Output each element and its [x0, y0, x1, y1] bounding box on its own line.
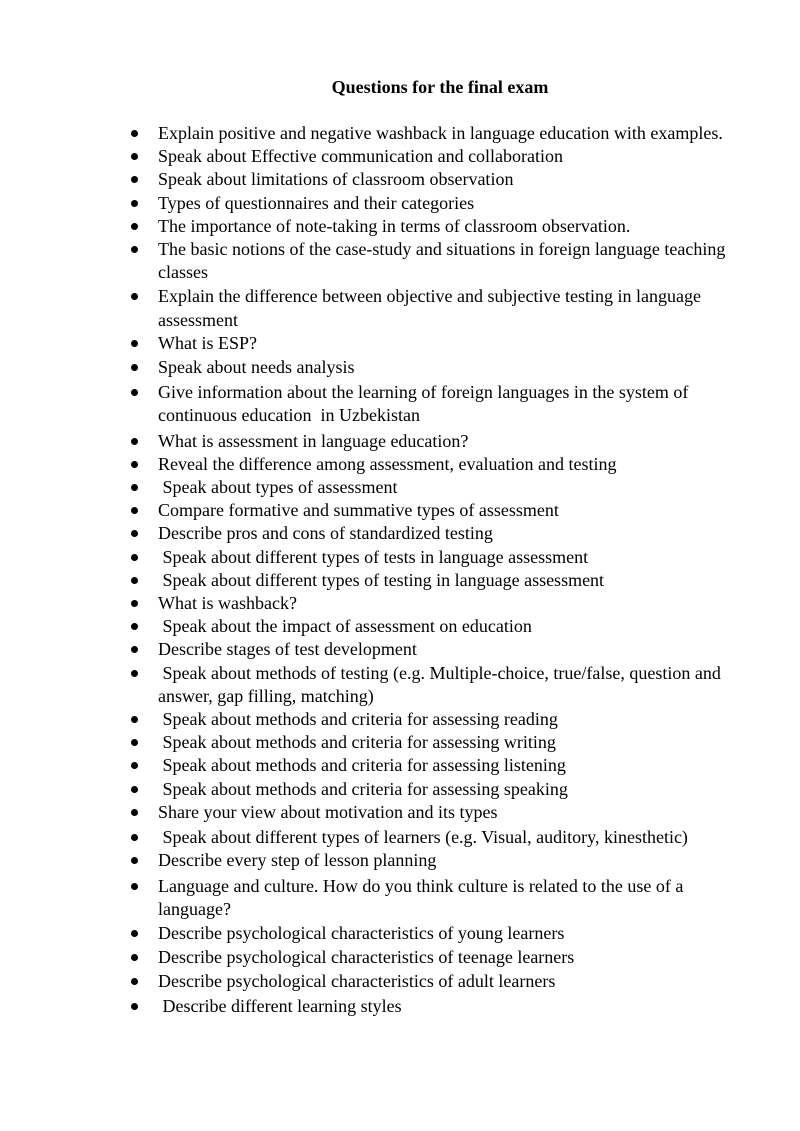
list-item: [0, 215, 800, 238]
question-text: Describe every step of lesson planning: [158, 850, 437, 871]
bullet-icon: [131, 389, 138, 396]
bullet-icon: [131, 340, 138, 347]
list-item: [0, 922, 800, 945]
bullet-icon: [131, 857, 138, 864]
list-item: [0, 662, 800, 708]
bullet-icon: [131, 130, 138, 137]
list-item: [0, 122, 800, 145]
bullet-icon: [131, 809, 138, 816]
question-text: Describe psychological characteristics of young learners: [158, 922, 565, 943]
list-item: [0, 778, 800, 801]
list-item: [0, 168, 800, 191]
bullet-icon: [131, 739, 138, 746]
question-text: Explain positive and negative washback in language education with examples.: [158, 123, 723, 143]
bullet-icon: [131, 646, 138, 653]
question-text: Speak about different types of testing in language assessment: [158, 569, 605, 590]
list-item: [0, 430, 800, 453]
list-item: [0, 476, 800, 499]
list-item: [0, 826, 800, 849]
list-item: [0, 192, 800, 215]
bullet-icon: [131, 1003, 138, 1010]
list-item: [0, 995, 800, 1018]
list-item: [0, 381, 800, 427]
list-item: [0, 522, 800, 545]
question-text: Reveal the difference among assessment, evaluation and testing: [158, 453, 617, 474]
question-text: Describe different learning styles: [158, 995, 402, 1016]
question-text: What is washback?: [158, 593, 297, 614]
question-text: Speak about different types of learners (e.g. Visual, auditory, kinesthetic): [158, 827, 688, 848]
question-text: Speak about different types of tests in language assessment: [158, 546, 589, 567]
list-item: [0, 145, 800, 168]
question-text: Describe psychological characteristics of adult learners: [158, 971, 556, 992]
list-item: [0, 708, 800, 731]
bullet-icon: [131, 293, 138, 300]
list-item: [0, 332, 800, 355]
list-item: [0, 754, 800, 777]
list-item: [0, 499, 800, 522]
question-list: [0, 122, 800, 1018]
list-item: [0, 569, 800, 592]
bullet-icon: [131, 834, 138, 841]
list-item: [0, 638, 800, 661]
bullet-icon: [131, 176, 138, 183]
list-item: [0, 356, 800, 379]
bullet-icon: [131, 577, 138, 584]
list-item: [0, 875, 800, 921]
bullet-icon: [131, 930, 138, 937]
question-text: Speak about methods and criteria for assessing writing: [158, 732, 556, 753]
bullet-icon: [131, 554, 138, 561]
bullet-icon: [131, 530, 138, 537]
bullet-icon: [131, 364, 138, 371]
question-text: Language and culture. How do you think culture is related to the use of a language?: [158, 875, 688, 919]
question-text: The importance of note-taking in terms of classroom observation.: [158, 215, 631, 236]
list-item: [0, 238, 800, 284]
bullet-icon: [131, 978, 138, 985]
question-text: Speak about types of assessment: [158, 477, 398, 498]
list-item: [0, 285, 800, 331]
question-text: Describe psychological characteristics of teenage learners: [158, 947, 575, 968]
list-item: [0, 946, 800, 969]
question-text: Speak about Effective communication and collaboration: [158, 146, 564, 167]
page-title: Questions for the final exam: [331, 77, 549, 97]
bullet-icon: [131, 246, 138, 253]
bullet-icon: [131, 600, 138, 607]
list-item: [0, 731, 800, 754]
bullet-icon: [131, 883, 138, 890]
question-text: Speak about methods and criteria for assessing reading: [158, 709, 558, 730]
question-text: Speak about needs analysis: [158, 357, 355, 378]
question-text: The basic notions of the case-study and situations in foreign language teaching classes: [158, 239, 730, 283]
bullet-icon: [131, 716, 138, 723]
question-text: Speak about methods of testing (e.g. Multiple-choice, true/false, question and answer, gap filling, matching): [158, 662, 726, 706]
question-text: Speak about the impact of assessment on education: [158, 616, 532, 637]
bullet-icon: [131, 200, 138, 207]
list-item: [0, 615, 800, 638]
bullet-icon: [131, 438, 138, 445]
question-text: Speak about methods and criteria for assessing speaking: [158, 778, 568, 799]
question-text: Describe stages of test development: [158, 639, 417, 660]
list-item: [0, 801, 800, 824]
bullet-icon: [131, 461, 138, 468]
bullet-icon: [131, 223, 138, 230]
question-text: Explain the difference between objective and subjective testing in language assessment: [158, 286, 706, 330]
list-item: [0, 849, 800, 872]
bullet-icon: [131, 954, 138, 961]
question-text: Give information about the learning of foreign languages in the system of continuous education in Uzbekistan: [158, 382, 693, 426]
question-text: Describe pros and cons of standardized testing: [158, 523, 493, 544]
bullet-icon: [131, 762, 138, 769]
list-item: [0, 453, 800, 476]
bullet-icon: [131, 507, 138, 514]
question-text: Share your view about motivation and its types: [158, 801, 498, 822]
question-text: Speak about methods and criteria for assessing listening: [158, 755, 566, 776]
question-text: What is assessment in language education?: [158, 430, 469, 451]
list-item: [0, 546, 800, 569]
question-text: Compare formative and summative types of assessment: [158, 500, 559, 521]
bullet-icon: [131, 153, 138, 160]
question-text: Types of questionnaires and their categories: [158, 192, 475, 213]
list-item: [0, 970, 800, 993]
question-text: Speak about limitations of classroom observation: [158, 169, 514, 190]
bullet-icon: [131, 484, 138, 491]
bullet-icon: [131, 670, 138, 677]
bullet-icon: [131, 786, 138, 793]
question-text: What is ESP?: [158, 332, 257, 353]
bullet-icon: [131, 623, 138, 630]
list-item: [0, 592, 800, 615]
